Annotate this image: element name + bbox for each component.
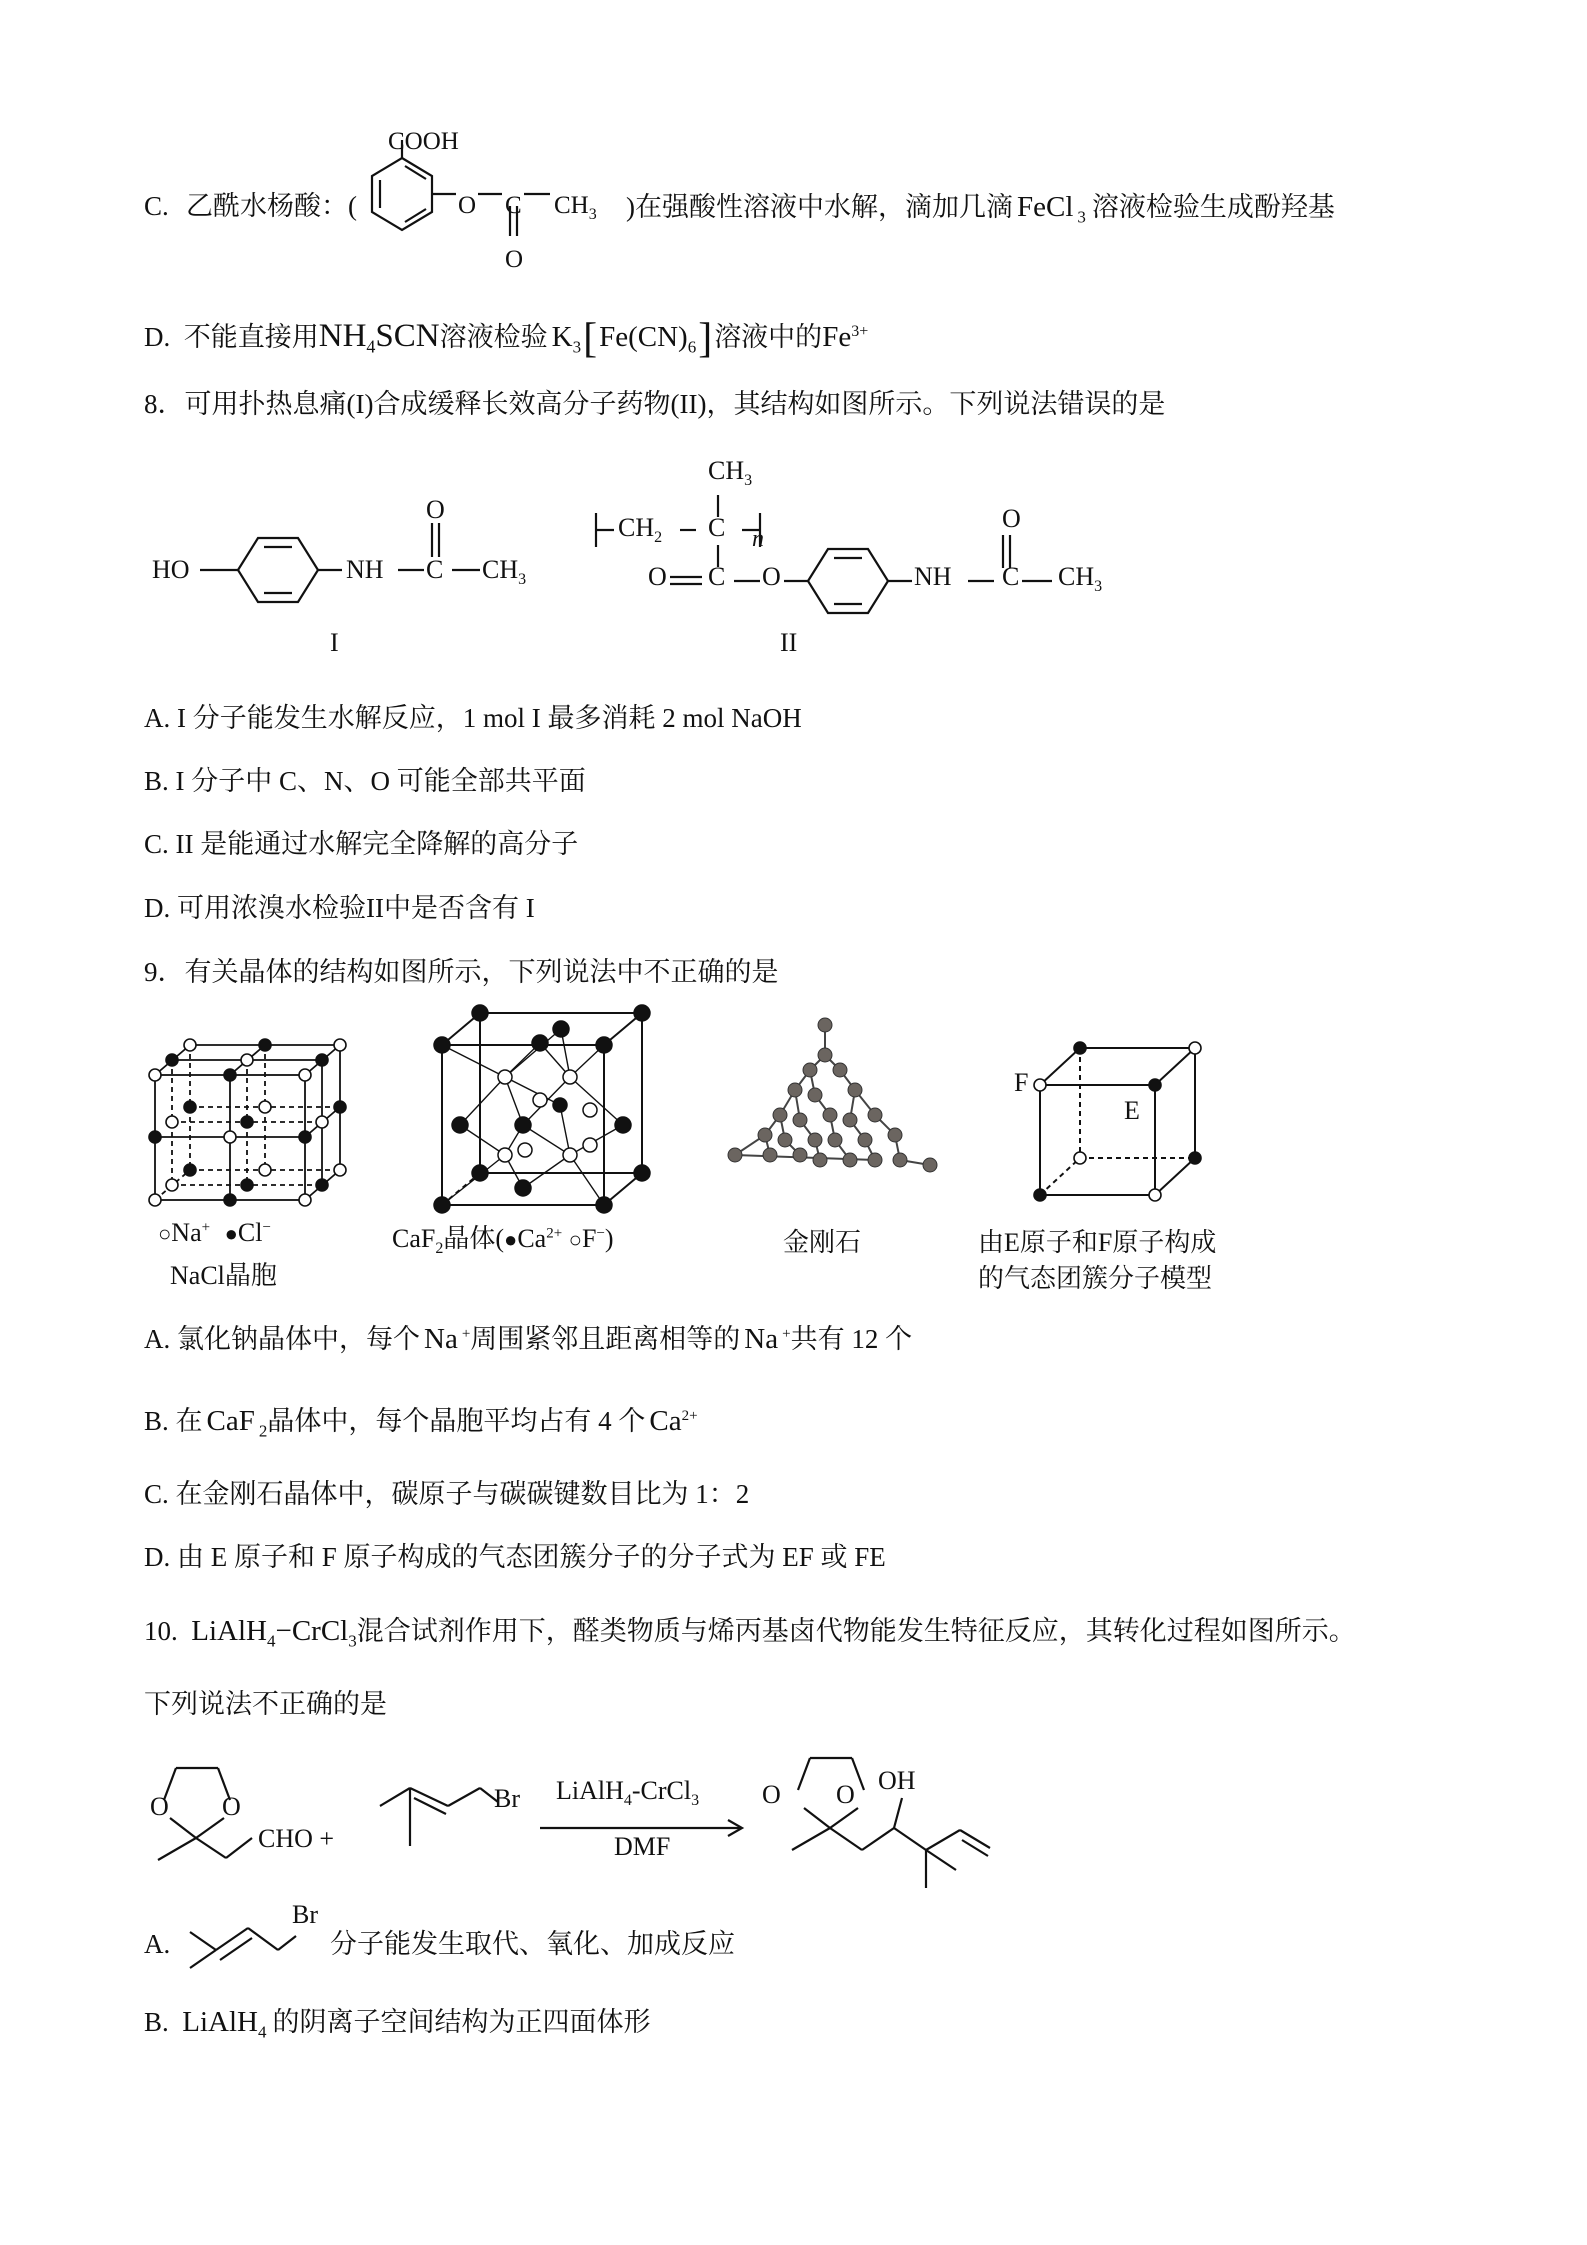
mol2-o-eq: O bbox=[648, 562, 667, 591]
q10-option-b: B. LiAlH$_4$ 的阴离子空间结构为正四面体形 bbox=[144, 2006, 651, 2042]
rx-cho: CHO + bbox=[258, 1824, 335, 1853]
question-9-stem: 9．有关晶体的结构如图所示，下列说法中不正确的是 bbox=[144, 957, 779, 987]
option-7d: D. 不能直接用$NH_4SCN$溶液检验 $K_3[Fe(CN)_6]$溶液中的$Fe^{3+}$ bbox=[144, 316, 869, 362]
mol2-c2: C bbox=[708, 562, 726, 591]
mol2-label: II bbox=[780, 628, 798, 657]
caf2-caption: CaF$_2$晶体($●Ca^{2+}$ ○F−) bbox=[392, 1224, 614, 1258]
mol2-c: C bbox=[708, 513, 726, 542]
option-7c-label: C. bbox=[144, 191, 169, 221]
nacl-legend: ○Na+ ●Cl− bbox=[158, 1218, 271, 1247]
ef-label-f: F bbox=[1014, 1068, 1029, 1097]
mol2-c3: C bbox=[1002, 562, 1020, 591]
rx-br: Br bbox=[494, 1784, 520, 1813]
polymer-drug-structure bbox=[590, 455, 1130, 635]
q10-option-a-label: A. bbox=[144, 1929, 171, 1959]
mol2-ch3: $CH_3$ bbox=[1058, 562, 1103, 596]
q10-option-a-br: Br bbox=[292, 1900, 318, 1929]
rx-condition-top: LiAlH$_4$-CrCl$_3$ bbox=[556, 1776, 700, 1810]
mol1-o: O bbox=[426, 495, 445, 524]
rx-condition-bottom: DMF bbox=[614, 1832, 671, 1861]
aspirin-double-o: O bbox=[505, 246, 524, 273]
aspirin-ester-o: O bbox=[458, 192, 477, 219]
rx-product-oh: OH bbox=[878, 1766, 916, 1795]
nacl-caption: NaCl晶胞 bbox=[170, 1261, 277, 1290]
mol1-ho: HO bbox=[152, 555, 190, 584]
rx-o2: O bbox=[222, 1792, 241, 1821]
mol2-o: O bbox=[762, 562, 781, 591]
q9-option-d: D. 由 E 原子和 F 原子构成的气态团簇分子的分子式为 EF 或 FE bbox=[144, 1542, 886, 1572]
mol1-nh: NH bbox=[346, 555, 384, 584]
question-8-stem: 8．可用扑热息痛(I)合成缓释长效高分子药物(II)，其结构如图所示。下列说法错误的是 bbox=[144, 389, 1166, 419]
question-10-stem: 10. LiAlH$_4$−CrCl$_3$混合试剂作用下，醛类物质与烯丙基卤代物能发生特征反应，其转化过程如图所示。 bbox=[144, 1615, 1356, 1651]
aspirin-ch3: $CH_3$ bbox=[554, 192, 597, 223]
mol2-o-top: O bbox=[1002, 504, 1021, 533]
mol2-n: n bbox=[752, 526, 764, 552]
ef-caption-line2: 的气态团簇分子模型 bbox=[978, 1264, 1213, 1293]
diamond-structure bbox=[725, 1015, 950, 1195]
mol1-c: C bbox=[426, 555, 444, 584]
rx-product-o1: O bbox=[762, 1780, 781, 1809]
q9-option-c: C. 在金刚石晶体中，碳原子与碳碳键数目比为 1：2 bbox=[144, 1479, 750, 1509]
ef-label-e: E bbox=[1124, 1096, 1140, 1125]
diamond-caption: 金刚石 bbox=[783, 1228, 862, 1257]
mol2-ch3-top: $CH_3$ bbox=[708, 456, 753, 490]
q8-option-c: C. II 是能通过水解完全降解的高分子 bbox=[144, 829, 579, 859]
rx-o1: O bbox=[150, 1792, 169, 1821]
option-7c-tail: )在强酸性溶液中水解，滴加几滴 FeCl $_3$ 溶液检验生成酚羟基 bbox=[626, 191, 1335, 227]
q9-option-a: A. 氯化钠晶体中，每个 Na +周围紧邻且距离相等的 Na +共有 12 个 bbox=[144, 1323, 913, 1355]
q8-option-d: D. 可用浓溴水检验II中是否含有 I bbox=[144, 893, 535, 923]
ef-caption-line1: 由E原子和F原子构成 bbox=[978, 1228, 1217, 1257]
question-10-stem-2: 下列说法不正确的是 bbox=[144, 1689, 387, 1719]
mol2-ch2: $CH_2$ bbox=[618, 513, 663, 547]
q8-option-b: B. I 分子中 C、N、O 可能全部共平面 bbox=[144, 766, 586, 796]
mol1-label: I bbox=[330, 628, 339, 657]
aspirin-ester-c: C bbox=[505, 192, 522, 219]
option-7c-name: 乙酰水杨酸：( bbox=[186, 191, 357, 221]
q8-option-a: A. I 分子能发生水解反应，1 mol I 最多消耗 2 mol NaOH bbox=[144, 703, 802, 733]
rx-product-o2: O bbox=[836, 1780, 855, 1809]
caf2-unit-cell bbox=[430, 1005, 660, 1215]
q10-option-a-text: 分子能发生取代、氧化、加成反应 bbox=[330, 1929, 735, 1959]
q9-option-b: B. 在 CaF $_2$晶体中，每个晶胞平均占有 4 个 $Ca^{2+}$ bbox=[144, 1405, 698, 1441]
nacl-unit-cell bbox=[145, 1035, 355, 1210]
mol2-nh: NH bbox=[914, 562, 952, 591]
aspirin-cooh: COOH bbox=[388, 128, 459, 155]
mol1-ch3: $CH_3$ bbox=[482, 555, 527, 589]
